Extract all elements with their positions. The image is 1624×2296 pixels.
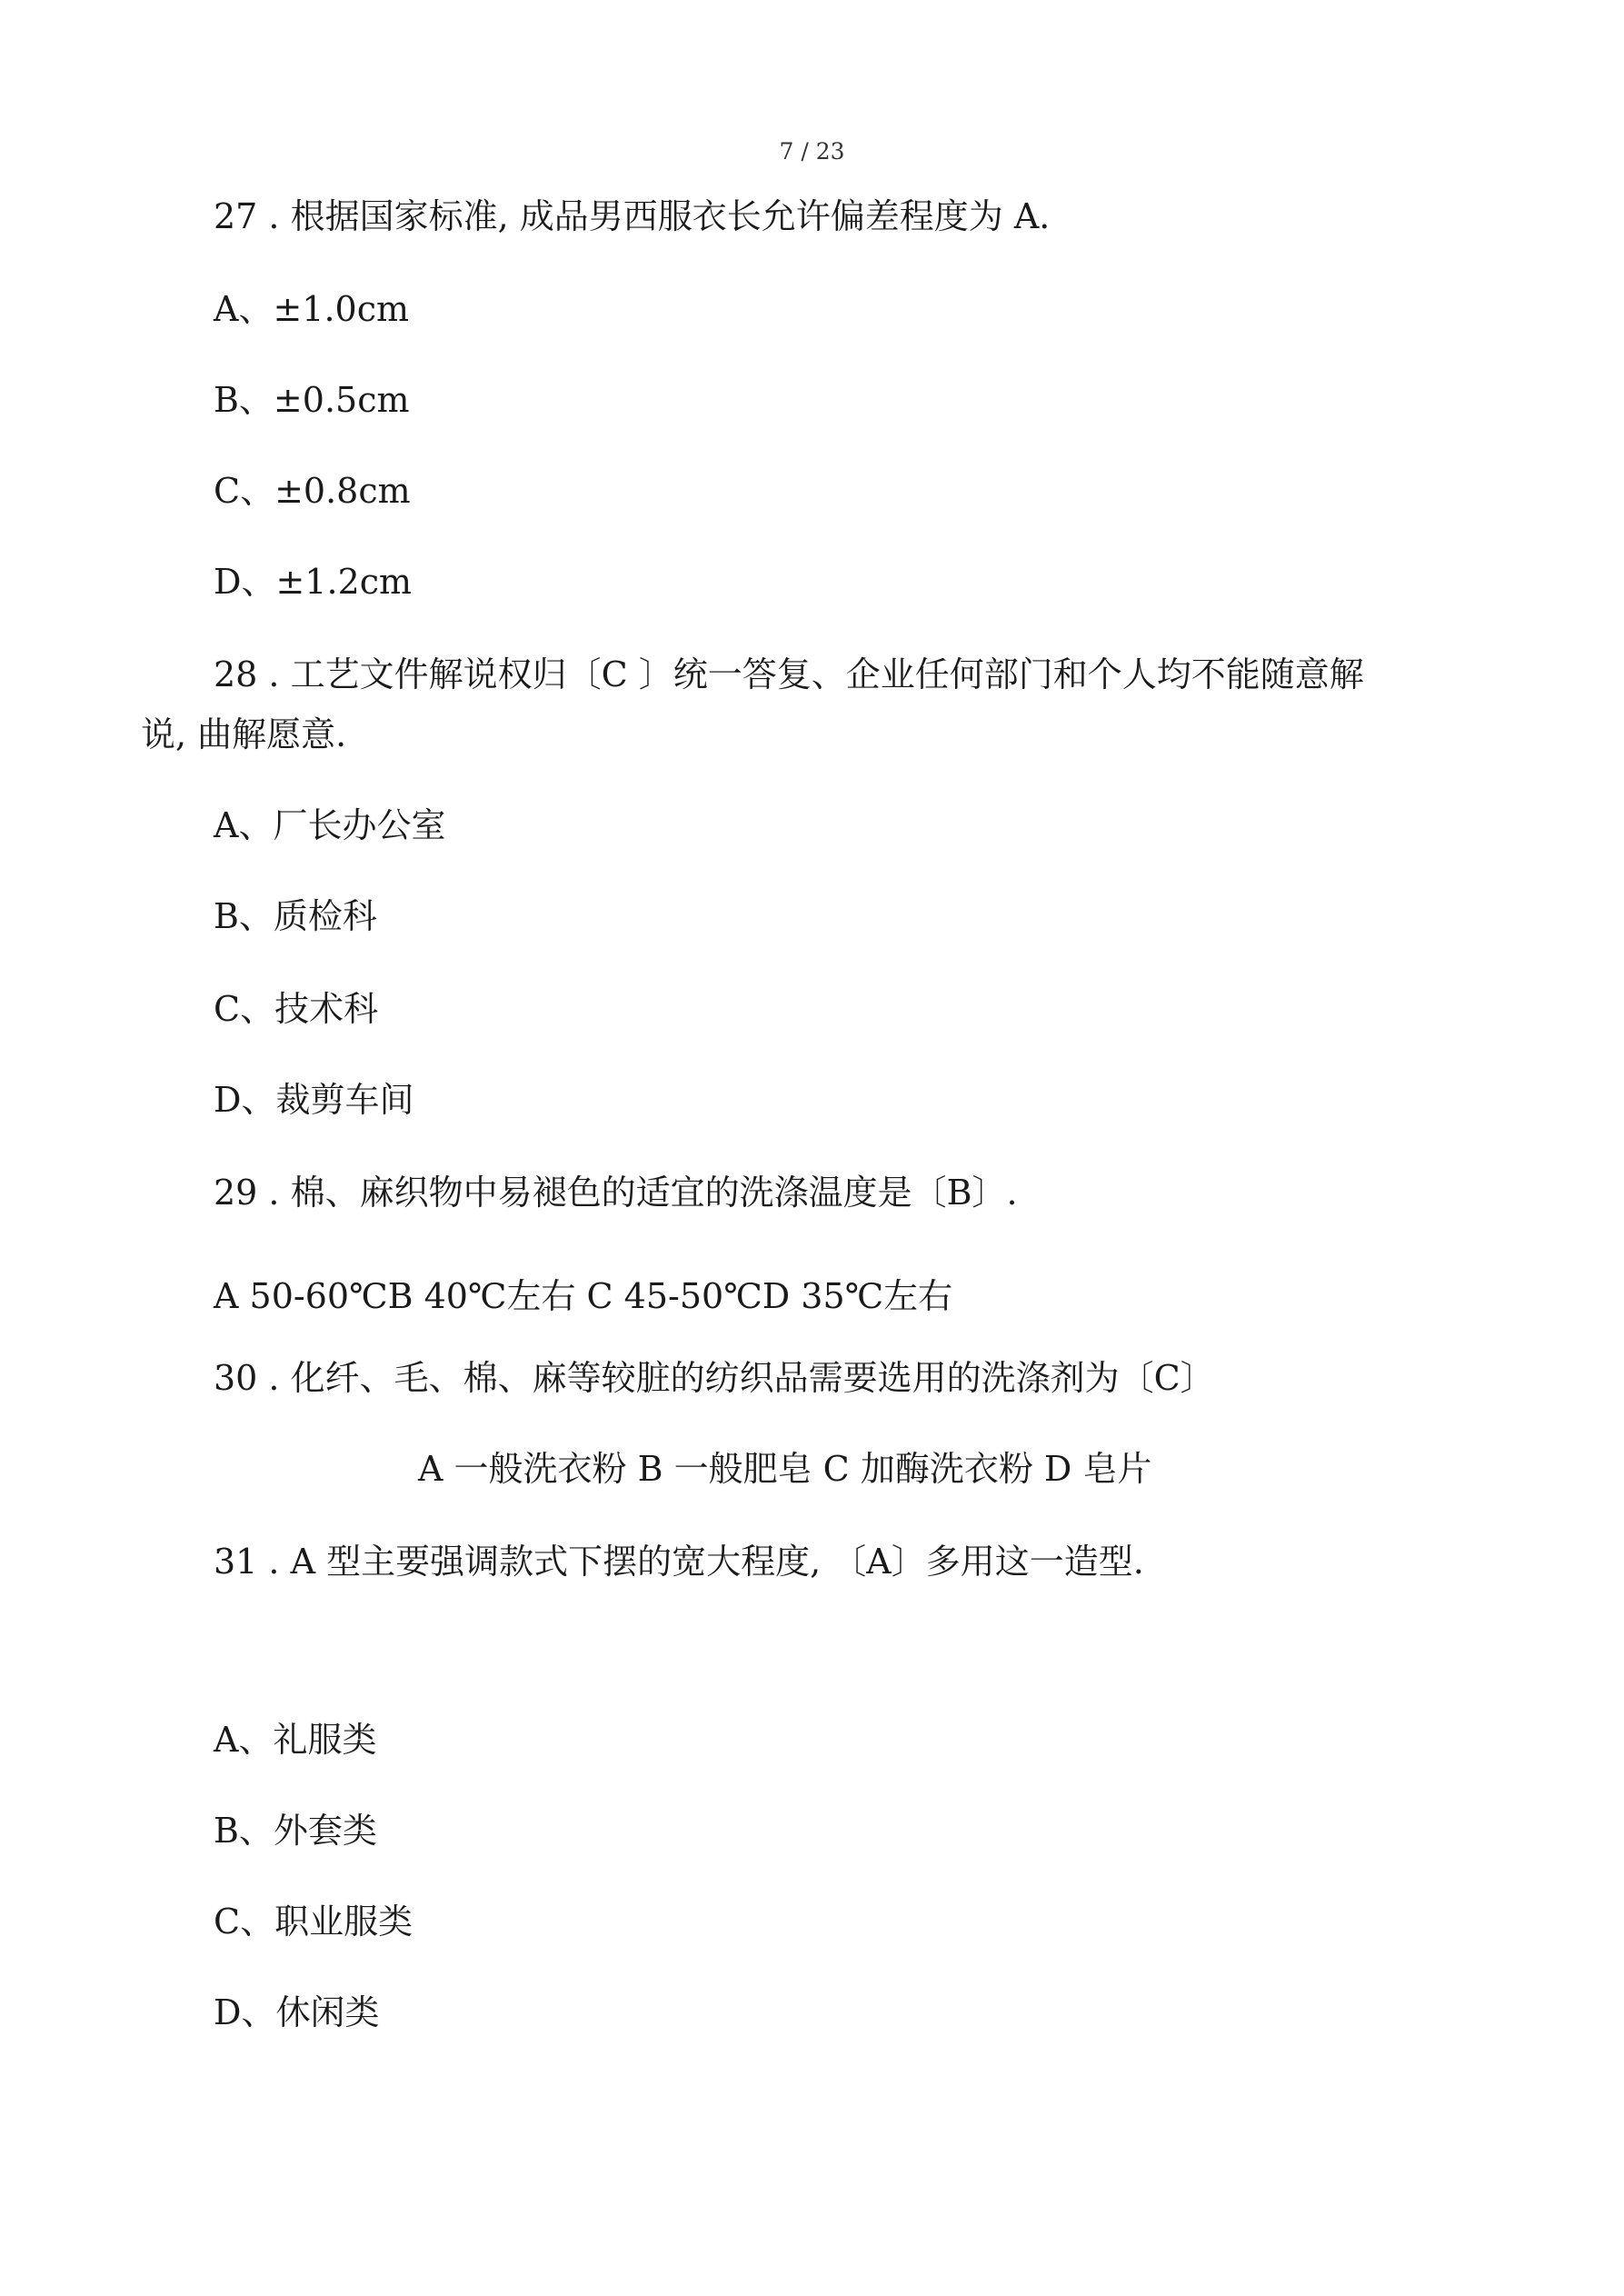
- question-27-option-b: B、±0.5cm: [214, 380, 410, 420]
- question-28-option-b: B、质检科: [214, 896, 377, 936]
- question-29-stem: 29 . 棉、麻织物中易褪色的适宜的洗涤温度是〔B〕.: [214, 1173, 1018, 1213]
- question-27-option-a: A、±1.0cm: [214, 289, 410, 329]
- question-31-option-a: A、礼服类: [214, 1720, 377, 1760]
- question-31-option-d: D、休闲类: [214, 1992, 380, 2032]
- question-28-option-a: A、厂长办公室: [214, 805, 446, 845]
- question-28-stem-line-1: 28 . 工艺文件解说权归〔C 〕统一答复、企业任何部门和个人均不能随意解: [214, 654, 1364, 694]
- question-29-options: A 50-60℃B 40℃左右 C 45-50℃D 35℃左右: [214, 1276, 953, 1316]
- page-number: 7 / 23: [779, 138, 845, 165]
- question-27-stem: 27 . 根据国家标准, 成品男西服衣长允许偏差程度为 A.: [214, 196, 1051, 236]
- question-27-option-d: D、±1.2cm: [214, 562, 413, 602]
- question-30-stem: 30 . 化纤、毛、棉、麻等较脏的纺织品需要选用的洗涤剂为〔C〕: [214, 1358, 1215, 1398]
- question-28-option-d: D、裁剪车间: [214, 1080, 414, 1120]
- question-31-option-b: B、外套类: [214, 1811, 377, 1851]
- question-28-option-c: C、技术科: [214, 989, 379, 1029]
- question-31-option-c: C、职业服类: [214, 1902, 413, 1942]
- question-30-options: A 一般洗衣粉 B 一般肥皂 C 加酶洗衣粉 D 皂片: [418, 1449, 1152, 1489]
- question-28-stem-line-2: 说, 曲解愿意.: [141, 714, 347, 754]
- question-27-option-c: C、±0.8cm: [214, 471, 411, 511]
- question-31-stem: 31 . A 型主要强调款式下摆的宽大程度, 〔A〕多用这一造型.: [214, 1542, 1144, 1582]
